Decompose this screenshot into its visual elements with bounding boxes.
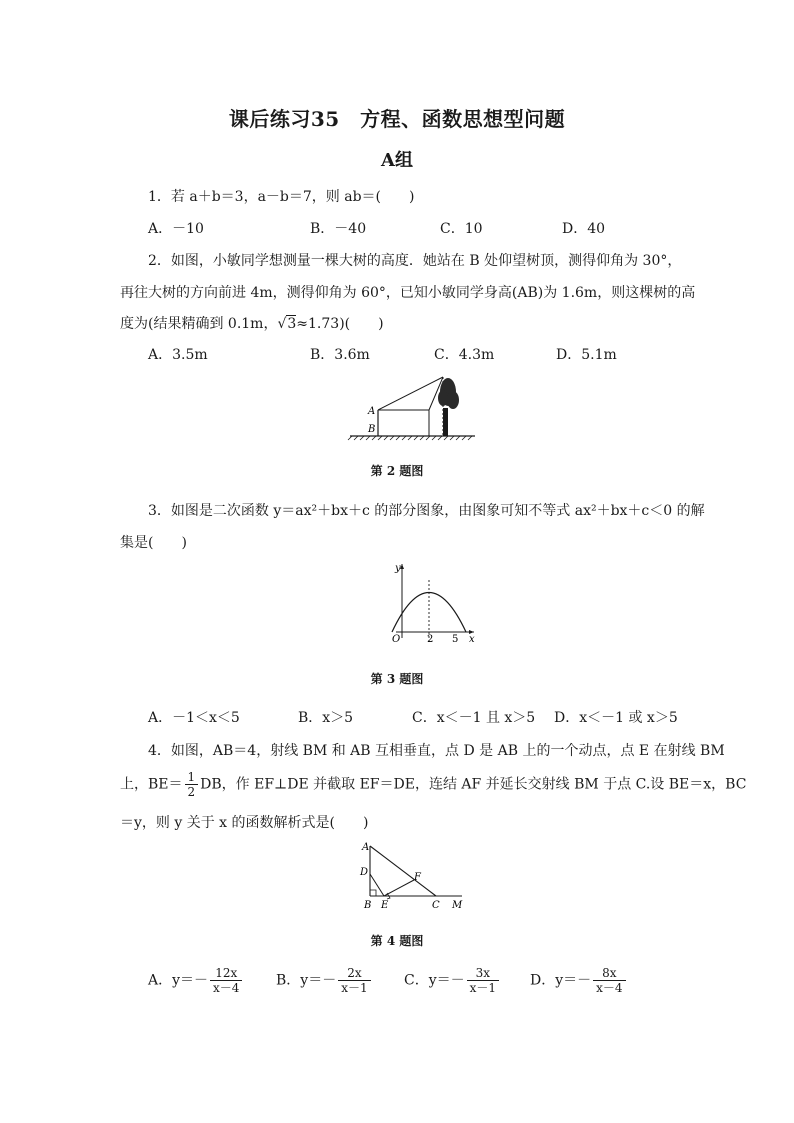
q1-stem: 1．若 a＋b＝3，a－b＝7，则 ab＝( ) (148, 189, 415, 205)
q1-option-d: D．40 (562, 221, 606, 237)
q2-sqrt-radicand: 3 (287, 316, 297, 332)
q4-option-b (276, 966, 373, 995)
group-heading: A组 (381, 150, 413, 171)
label-f: F (414, 872, 421, 883)
q4-option-c-label: C．y＝－ (404, 972, 465, 989)
q4-option-c (404, 966, 501, 995)
label-y: y (395, 563, 401, 574)
segment-ef (384, 880, 414, 896)
sqrt-sign-icon: √ (277, 316, 287, 332)
page-title: 课后练习35 方程、函数思想型问题 (228, 107, 566, 131)
q2-caption: 第 2 题图 (370, 464, 424, 478)
q4-option-d (530, 966, 628, 995)
q2-line-3 (120, 313, 384, 333)
q1-option-a: A．－10 (148, 221, 204, 237)
q2-option-a: A．3.5m (148, 347, 208, 363)
q4-line-2 (120, 770, 746, 799)
q1-option-b: B．－40 (310, 221, 367, 237)
q2-line-1: 2．如图，小敏同学想测量一棵大树的高度．她站在 B 处仰望树顶，测得仰角为 30°， (148, 253, 682, 269)
q4-line-2-post: DB，作 EF⊥DE 并截取 EF＝DE，连结 AF 并延长交射线 BM 于点 C.设 BE＝x，BC (200, 776, 747, 793)
label-m: M (452, 900, 463, 911)
q3-option-c: C．x＜－1 且 x＞5 (412, 710, 536, 726)
q4-line-3: ＝y，则 y 关于 x 的函数解析式是( ) (120, 815, 369, 831)
q4-option-c-num: 3x (467, 966, 499, 981)
q3-line-2: 集是( ) (120, 535, 187, 551)
q4-option-d-label: D．y＝－ (530, 972, 592, 989)
label-b: B (368, 424, 376, 435)
q4-option-a (148, 966, 244, 995)
segment-de (370, 874, 384, 896)
q3-caption: 第 3 题图 (370, 672, 424, 686)
ground-hatching (348, 436, 472, 440)
q2-line-3-post: ≈1.73)( ) (296, 316, 384, 332)
q2-option-c: C．4.3m (434, 347, 495, 363)
q3-line-1: 3．如图是二次函数 y＝ax²＋bx＋c 的部分图象，由图象可知不等式 ax²＋bx＋c＜0 的解 (148, 503, 705, 519)
q4-option-a-num: 12x (210, 966, 242, 981)
label-x: x (469, 634, 475, 644)
q2-option-d: D．5.1m (556, 347, 617, 363)
q4-option-a-label: A．y＝－ (148, 972, 209, 989)
q4-frac-den: 2 (187, 785, 196, 799)
q4-option-a-den: x－4 (213, 981, 240, 995)
segment-ac (370, 846, 436, 896)
q1-option-c: C．10 (440, 221, 483, 237)
q2-line-3-pre: 度为(结果精确到 0.1m， (120, 316, 278, 332)
q4-frac-num: 1 (185, 770, 199, 785)
label-b: B (364, 900, 372, 911)
label-c: C (432, 900, 440, 911)
q4-option-d-den: x－4 (596, 981, 623, 995)
q4-line-1: 4．如图，AB＝4，射线 BM 和 AB 互相垂直，点 D 是 AB 上的一个动点，点 E 在射线 BM (148, 743, 725, 759)
q2-option-b: B．3.6m (310, 347, 370, 363)
right-angle-b-icon (370, 890, 376, 896)
q3-option-d: D．x＜－1 或 x＞5 (554, 710, 678, 726)
q3-figure (380, 558, 480, 644)
sight-line-30 (378, 377, 443, 410)
q4-option-c-fraction (467, 966, 499, 995)
q4-option-b-fraction (338, 966, 370, 995)
label-a: A (362, 842, 370, 853)
q2-figure (340, 370, 480, 442)
label-two: 2 (427, 634, 434, 644)
q4-option-b-label: B．y＝－ (276, 972, 337, 989)
label-origin: O (392, 634, 401, 644)
q4-option-d-num: 8x (593, 966, 625, 981)
tree-icon (438, 378, 459, 436)
q4-option-b-num: 2x (338, 966, 370, 981)
q3-option-a: A．－1＜x＜5 (148, 710, 240, 726)
q4-option-a-fraction (210, 966, 242, 995)
q2-line-2: 再往大树的方向前进 4m，测得仰角为 60°，已知小敏同学身高(AB)为 1.6m，则这棵树的高 (120, 285, 696, 301)
q3-option-b: B．x＞5 (298, 710, 354, 726)
q4-half-fraction (185, 770, 199, 799)
label-e: E (381, 900, 389, 911)
q4-option-d-fraction (593, 966, 625, 995)
q4-option-c-den: x－1 (469, 981, 497, 995)
label-a: A (368, 406, 376, 417)
q4-figure (356, 838, 468, 914)
label-five: 5 (452, 634, 459, 644)
q4-option-b-den: x－1 (341, 981, 368, 995)
label-d: D (360, 867, 369, 878)
q4-line-2-pre: 上，BE＝ (120, 776, 183, 793)
q4-caption: 第 4 题图 (370, 934, 424, 948)
